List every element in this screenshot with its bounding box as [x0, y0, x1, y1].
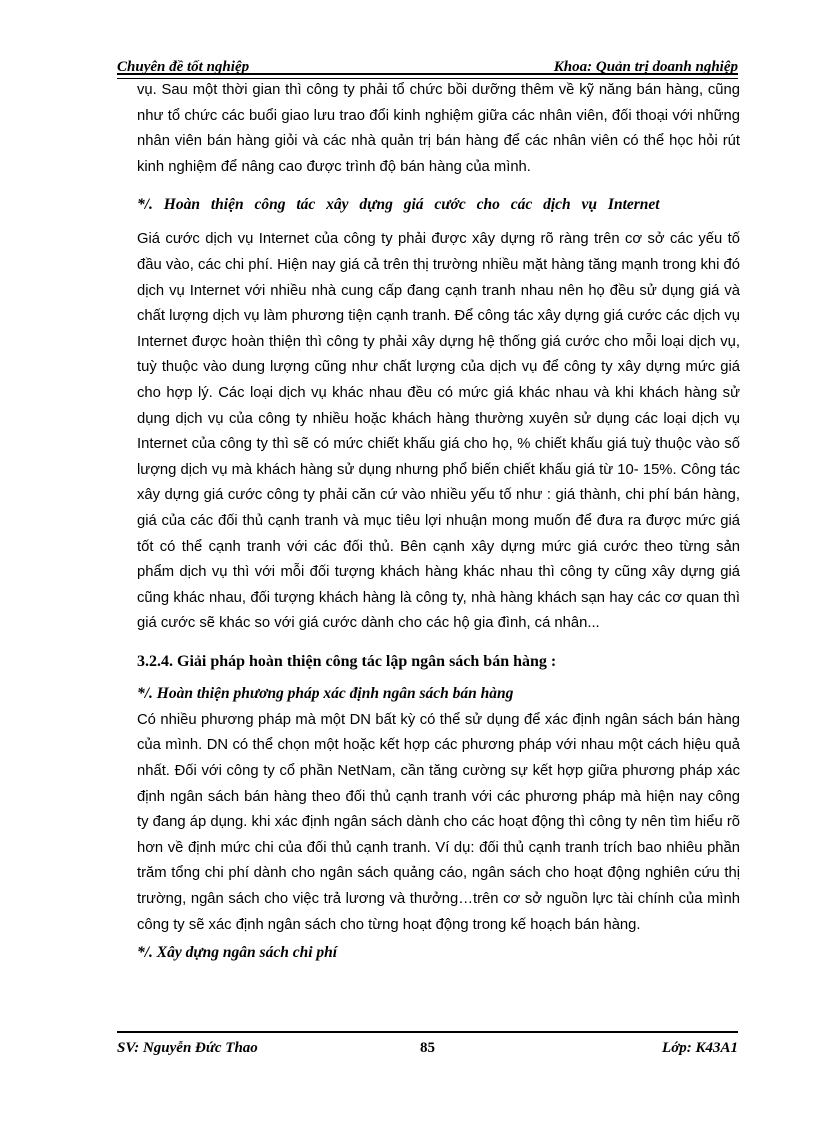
heading-pricing: */. Hoàn thiện công tác xây dựng giá cước cho các dịch vụ Internet: [137, 196, 660, 214]
paragraph-training: vụ. Sau một thời gian thì công ty phải tổ chức bồi dưỡng thêm về kỹ năng bán hàng, cũng như tổ chức các buổi giao lưu trao đổi kinh nghiệm giữa các nhân viên, đối thoại với những nhân viên bán hàng giỏi và các nhà quản trị bán hàng để các nhân viên có thể học hỏi rút kinh nghiệm để nâng cao được trình độ bán hàng của mình.: [137, 82, 740, 175]
paragraph-pricing: Giá cước dịch vụ Internet của công ty phải được xây dựng rõ ràng trên cơ sở các yếu tố đầu vào, các chi phí. Hiện nay giá cả trên thị trường nhiều mặt hàng tăng mạnh trong khi đó dịch vụ Internet với nhiều nhà cung cấp đang cạnh tranh nhau nên họ đều sử dụng giá và chất lượng dịch vụ làm phương tiện cạnh tranh. Để công tác xây dựng giá cước các dịch vụ Internet được hoàn thiện thì công ty phải xây dựng hệ thống giá cước cho mỗi loại dịch vụ, tuỳ thuộc vào dung lượng cũng như chất lượng của dịch vụ để công ty xây dựng mức giá cho hợp lý. Các loại dịch vụ khác nhau đều có mức giá khác nhau và khi khách hàng sử dụng dịch vụ của công ty nhiều hoặc khách hàng thường xuyên sử dụng các loại dịch vụ Internet của công ty thì sẽ có mức chiết khấu giá cho họ, % chiết khấu giá tuỳ thuộc vào số lượng dịch vụ mà khách hàng sử dụng nhưng phổ biến chiết khấu giá từ 10- 15%. Công tác xây dựng giá cước công ty phải căn cứ vào nhiều yếu tố như : giá thành, chi phí bán hàng, giá của các đối thủ cạnh tranh và mục tiêu lợi nhuận mong muốn để đưa ra được mức giá tốt có thể cạnh tranh với các đối thủ. Bên cạnh xây dựng mức giá cước theo từng sản phẩm dịch vụ thì với mỗi đối tượng khách hàng khác nhau thì công ty cũng xây dựng giá cũng khác nhau, đối tượng khách hàng là công ty, nhà hàng khách sạn hay các cơ quan thì giá cước sẽ khác so với giá cước dành cho các hộ gia đình, cá nhân...: [137, 231, 740, 632]
heading-cost-budget: */. Xây dựng ngân sách chi phí: [137, 944, 338, 962]
footer-rule: [117, 1031, 738, 1033]
footer-student-name: SV: Nguyễn Đức Thao: [117, 1039, 258, 1056]
heading-budget-method: */. Hoàn thiện phương pháp xác định ngân sách bán hàng: [137, 684, 514, 702]
header-faculty: Khoa: Quản trị doanh nghiệp: [553, 59, 738, 75]
paragraph-budget-method: Có nhiều phương pháp mà một DN bất kỳ có thể sử dụng để xác định ngân sách bán hàng của mình. DN có thể chọn một hoặc kết hợp các phương pháp với nhau một cách hiệu quả nhất. Đối với công ty cổ phần NetNam, cần tăng cường sự kết hợp giữa phương pháp xác định ngân sách bán hàng theo đối thủ cạnh tranh với các phương pháp mà hiện nay công ty đang áp dụng. khi xác định ngân sách dành cho các hoạt động thì công ty nên tìm hiểu rõ hơn về định mức chi của đối thủ cạnh tranh. Ví dụ: đối thủ cạnh tranh trích bao nhiêu phần trăm tổng chi phí dành cho ngân sách quảng cáo, ngân sách cho hoạt động nghiên cứu thị trường, ngân sách cho việc trả lương và thưởng…trên cơ sở nguồn lực tài chính của mình công ty sẽ xác định ngân sách cho từng hoạt động trong kế hoạch bán hàng.: [137, 711, 740, 933]
header-course-title: Chuyên đề tốt nghiệp: [117, 59, 250, 75]
section-title-3-2-4: 3.2.4. Giải pháp hoàn thiện công tác lập ngân sách bán hàng :: [137, 652, 557, 670]
page-footer: [117, 1036, 738, 1060]
page-number: 85: [420, 1039, 435, 1056]
footer-class: Lớp: K43A1: [662, 1039, 738, 1056]
page-body: [137, 78, 740, 962]
